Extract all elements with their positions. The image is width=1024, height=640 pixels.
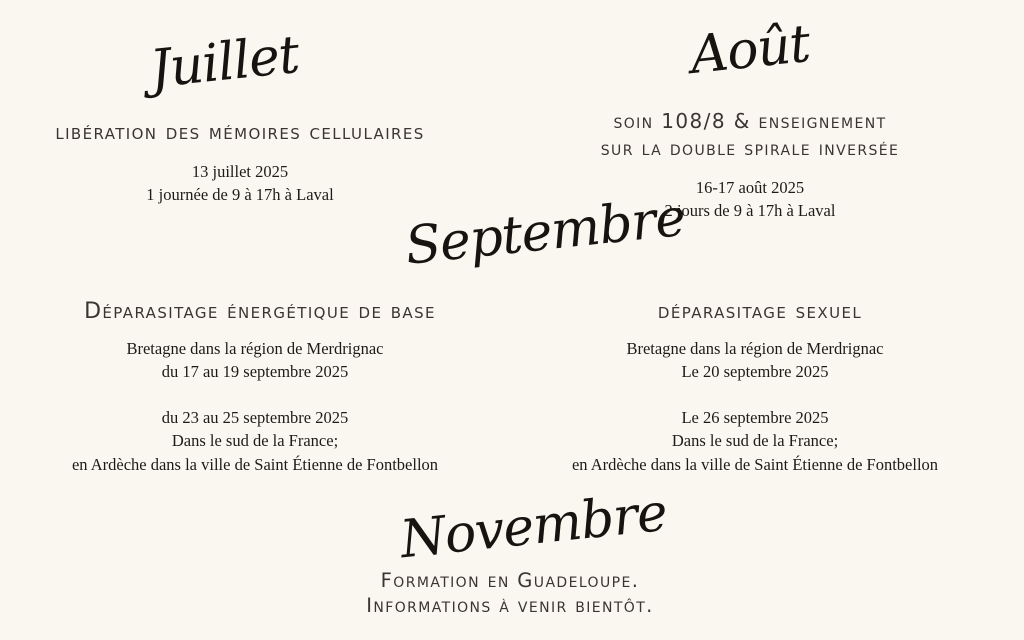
event-date: Le 20 septembre 2025 bbox=[681, 362, 829, 382]
event-title-line: Formation en Guadeloupe. bbox=[380, 569, 640, 592]
event-location: Dans le sud de la France; bbox=[171, 431, 339, 451]
event-date: 16-17 août 2025 bbox=[695, 178, 805, 197]
event-location: Dans le sud de la France; bbox=[671, 431, 839, 451]
event-date: 13 juillet 2025 bbox=[191, 162, 289, 181]
event-date: Le 26 septembre 2025 bbox=[681, 407, 829, 427]
event-title-deparasitage-base: Déparasitage énergétique de base bbox=[84, 299, 436, 324]
month-title-aout: Août bbox=[687, 13, 813, 87]
event-title-line: sur la double spirale inversée bbox=[600, 136, 900, 160]
event-location: Bretagne dans la région de Merdrignac bbox=[626, 339, 884, 358]
event-info-deparasitage-sexuel bbox=[520, 337, 990, 476]
event-location: Bretagne dans la région de Merdrignac bbox=[126, 339, 384, 358]
month-title-septembre: Septembre bbox=[402, 187, 688, 277]
event-title-juillet: libération des mémoires cellulaires bbox=[55, 120, 425, 145]
spacer bbox=[10, 384, 500, 406]
event-details: 1 journée de 9 à 17h à Laval bbox=[146, 185, 334, 205]
event-location: en Ardèche dans la ville de Saint Étienne de Fontbellon bbox=[571, 454, 939, 474]
event-location: en Ardèche dans la ville de Saint Étienne de Fontbellon bbox=[71, 454, 439, 474]
event-title-deparasitage-sexuel: déparasitage sexuel bbox=[657, 299, 863, 324]
event-date: du 17 au 19 septembre 2025 bbox=[161, 362, 349, 382]
event-info-juillet bbox=[20, 160, 460, 207]
month-title-novembre: Novembre bbox=[397, 482, 670, 571]
event-info-novembre bbox=[280, 568, 740, 619]
spacer bbox=[520, 384, 990, 406]
event-info-deparasitage-base bbox=[10, 337, 500, 476]
month-title-juillet: Juillet bbox=[147, 24, 302, 101]
event-title-line: soin 108/8 & enseignement bbox=[613, 109, 887, 133]
event-title-line: Informations à venir bientôt. bbox=[366, 594, 654, 618]
event-title-aout bbox=[560, 108, 940, 162]
event-date: du 23 au 25 septembre 2025 bbox=[161, 407, 349, 427]
event-details: 2 jours de 9 à 17h à Laval bbox=[664, 201, 836, 221]
